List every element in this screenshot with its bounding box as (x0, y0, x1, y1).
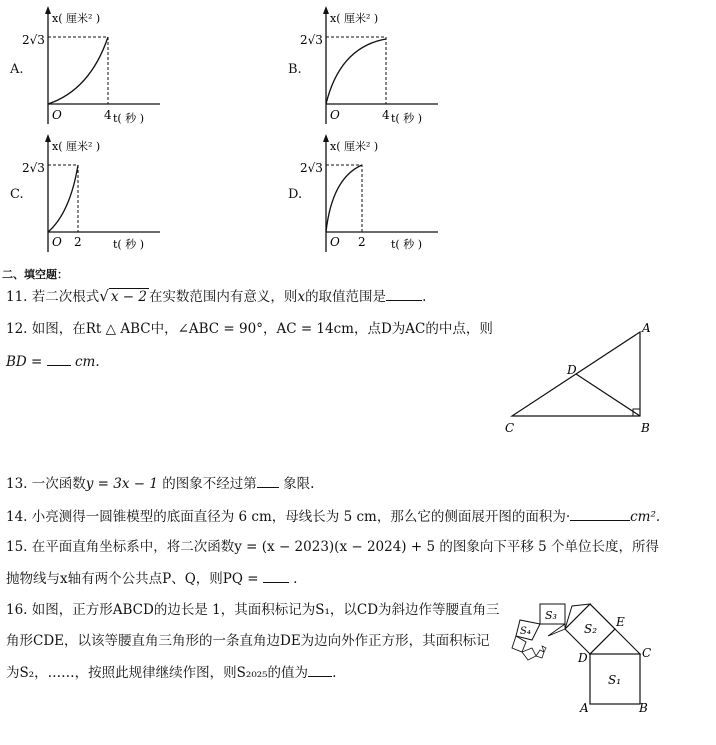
graph-b-x-label: t( 秒 ) (391, 112, 422, 125)
q16-line3-pre: 为S₂，……，按照此规律继续作图，则S₂₀₂₅的值为 (6, 665, 309, 681)
q12-line2-pre: BD = (6, 354, 43, 370)
graph-c-y-value: 2√3 (22, 161, 45, 175)
q16-label-s3: S₃ (545, 609, 557, 622)
graph-b-origin: O (330, 108, 340, 122)
question-15-line1: 15. 在平面直角坐标系中，将二次函数y = (x − 2023)(x − 2024) + 5 的图象向下平移 5 个单位长度，所得 (6, 539, 660, 555)
question-12-line2 (6, 352, 100, 371)
q12-label-b: B (641, 421, 650, 435)
question-16-line2: 角形CDE，以该等腰直角三角形的一条直角边DE为边向外作正方形，其面积标记 (6, 633, 490, 649)
q14-answer-blank[interactable] (570, 507, 630, 521)
q15-line2-post: . (293, 571, 298, 587)
q16-label-s2: S₂ (584, 622, 598, 636)
graph-a-y-value: 2√3 (22, 33, 45, 47)
q13-post: 的图象不经过第 (157, 476, 257, 492)
graph-d-y-label: x( 厘米² ) (330, 140, 379, 153)
q16-label-b: B (639, 701, 648, 714)
graph-c-x-end: 2 (74, 235, 82, 249)
graph-c-y-label: x( 厘米² ) (52, 140, 101, 153)
q13-end: 象限. (278, 476, 315, 492)
q11-answer-blank[interactable] (386, 287, 422, 301)
q16-label-e: E (616, 615, 625, 629)
q11-end: . (422, 289, 427, 305)
question-15-line2 (6, 569, 297, 588)
graph-d-x-end: 2 (358, 235, 366, 249)
question-16-line3 (6, 663, 336, 682)
q15-line2-pre: 抛物线与x轴有两个公共点P、Q，则PQ = (6, 571, 259, 587)
q13-formula: y = 3x − 1 (85, 476, 158, 492)
q16-answer-blank[interactable] (308, 663, 332, 677)
option-label-d: D. (288, 187, 303, 202)
q16-label-c: C (642, 646, 652, 660)
q15-answer-blank[interactable] (263, 569, 289, 583)
q12-label-a: A (642, 321, 651, 335)
section-title: 二、填空题： (2, 268, 68, 281)
q16-label-s4: S₄ (520, 626, 531, 637)
q12-label-d: D (567, 363, 577, 377)
graph-b-y-value: 2√3 (300, 33, 323, 47)
question-11 (6, 287, 426, 306)
graph-c-x-label: t( 秒 ) (113, 238, 144, 251)
graph-a-origin: O (52, 108, 62, 122)
question-13 (6, 474, 314, 493)
q11-post: 在实数范围内有意义，则 (148, 289, 298, 305)
q14-unit: cm². (630, 509, 661, 525)
q12-label-c: C (505, 421, 515, 435)
graph-a-x-label: t( 秒 ) (113, 112, 144, 125)
question-16-line1: 16. 如图，正方形ABCD的边长是 1，其面积标记为S₁，以CD为斜边作等腰直角三 (6, 602, 500, 618)
q16-label-a: A (580, 701, 589, 714)
q16-label-d: D (578, 651, 588, 665)
option-label-b: B. (288, 62, 302, 77)
q11-var: x (297, 289, 306, 305)
q13-answer-blank[interactable] (257, 474, 279, 488)
option-label-a: A. (10, 62, 24, 77)
q11-radicand: x − 2 (110, 289, 147, 305)
graph-a-y-label: x( 厘米² ) (52, 12, 101, 25)
graph-c-origin: O (52, 235, 62, 249)
option-label-c: C. (10, 187, 24, 202)
q14-pre: 14. 小亮测得一圆锥模型的底面直径为 6 cm，母线长为 5 cm，那么它的侧面展开图的面积为· (6, 509, 571, 525)
q12-triangle-figure (500, 316, 670, 438)
q16-squares-figure (508, 596, 668, 714)
q11-radical: √ (99, 287, 109, 305)
graph-a-x-end: 4 (104, 108, 112, 122)
graph-b (298, 2, 438, 127)
graph-d-y-value: 2√3 (300, 161, 323, 175)
graph-a (20, 2, 160, 127)
graph-d-x-label: t( 秒 ) (391, 238, 422, 251)
q12-answer-blank[interactable] (47, 352, 71, 366)
q13-pre: 13. 一次函数 (6, 476, 86, 492)
graph-d (298, 128, 438, 253)
question-14 (6, 507, 660, 526)
graph-b-x-end: 4 (382, 108, 390, 122)
q12-line2-post: cm. (74, 354, 100, 370)
q16-line3-post: . (332, 665, 337, 681)
q11-post2: 的取值范围是 (305, 289, 387, 305)
q11-pre: 11. 若二次根式 (6, 289, 100, 305)
q16-label-s1: S₁ (608, 673, 622, 687)
question-12-line1: 12. 如图，在Rt △ ABC中，∠ABC = 90°，AC = 14cm，点D为AC的中点，则 (6, 321, 493, 337)
graph-d-origin: O (330, 235, 340, 249)
graph-c (20, 128, 160, 253)
graph-b-y-label: x( 厘米² ) (330, 12, 379, 25)
